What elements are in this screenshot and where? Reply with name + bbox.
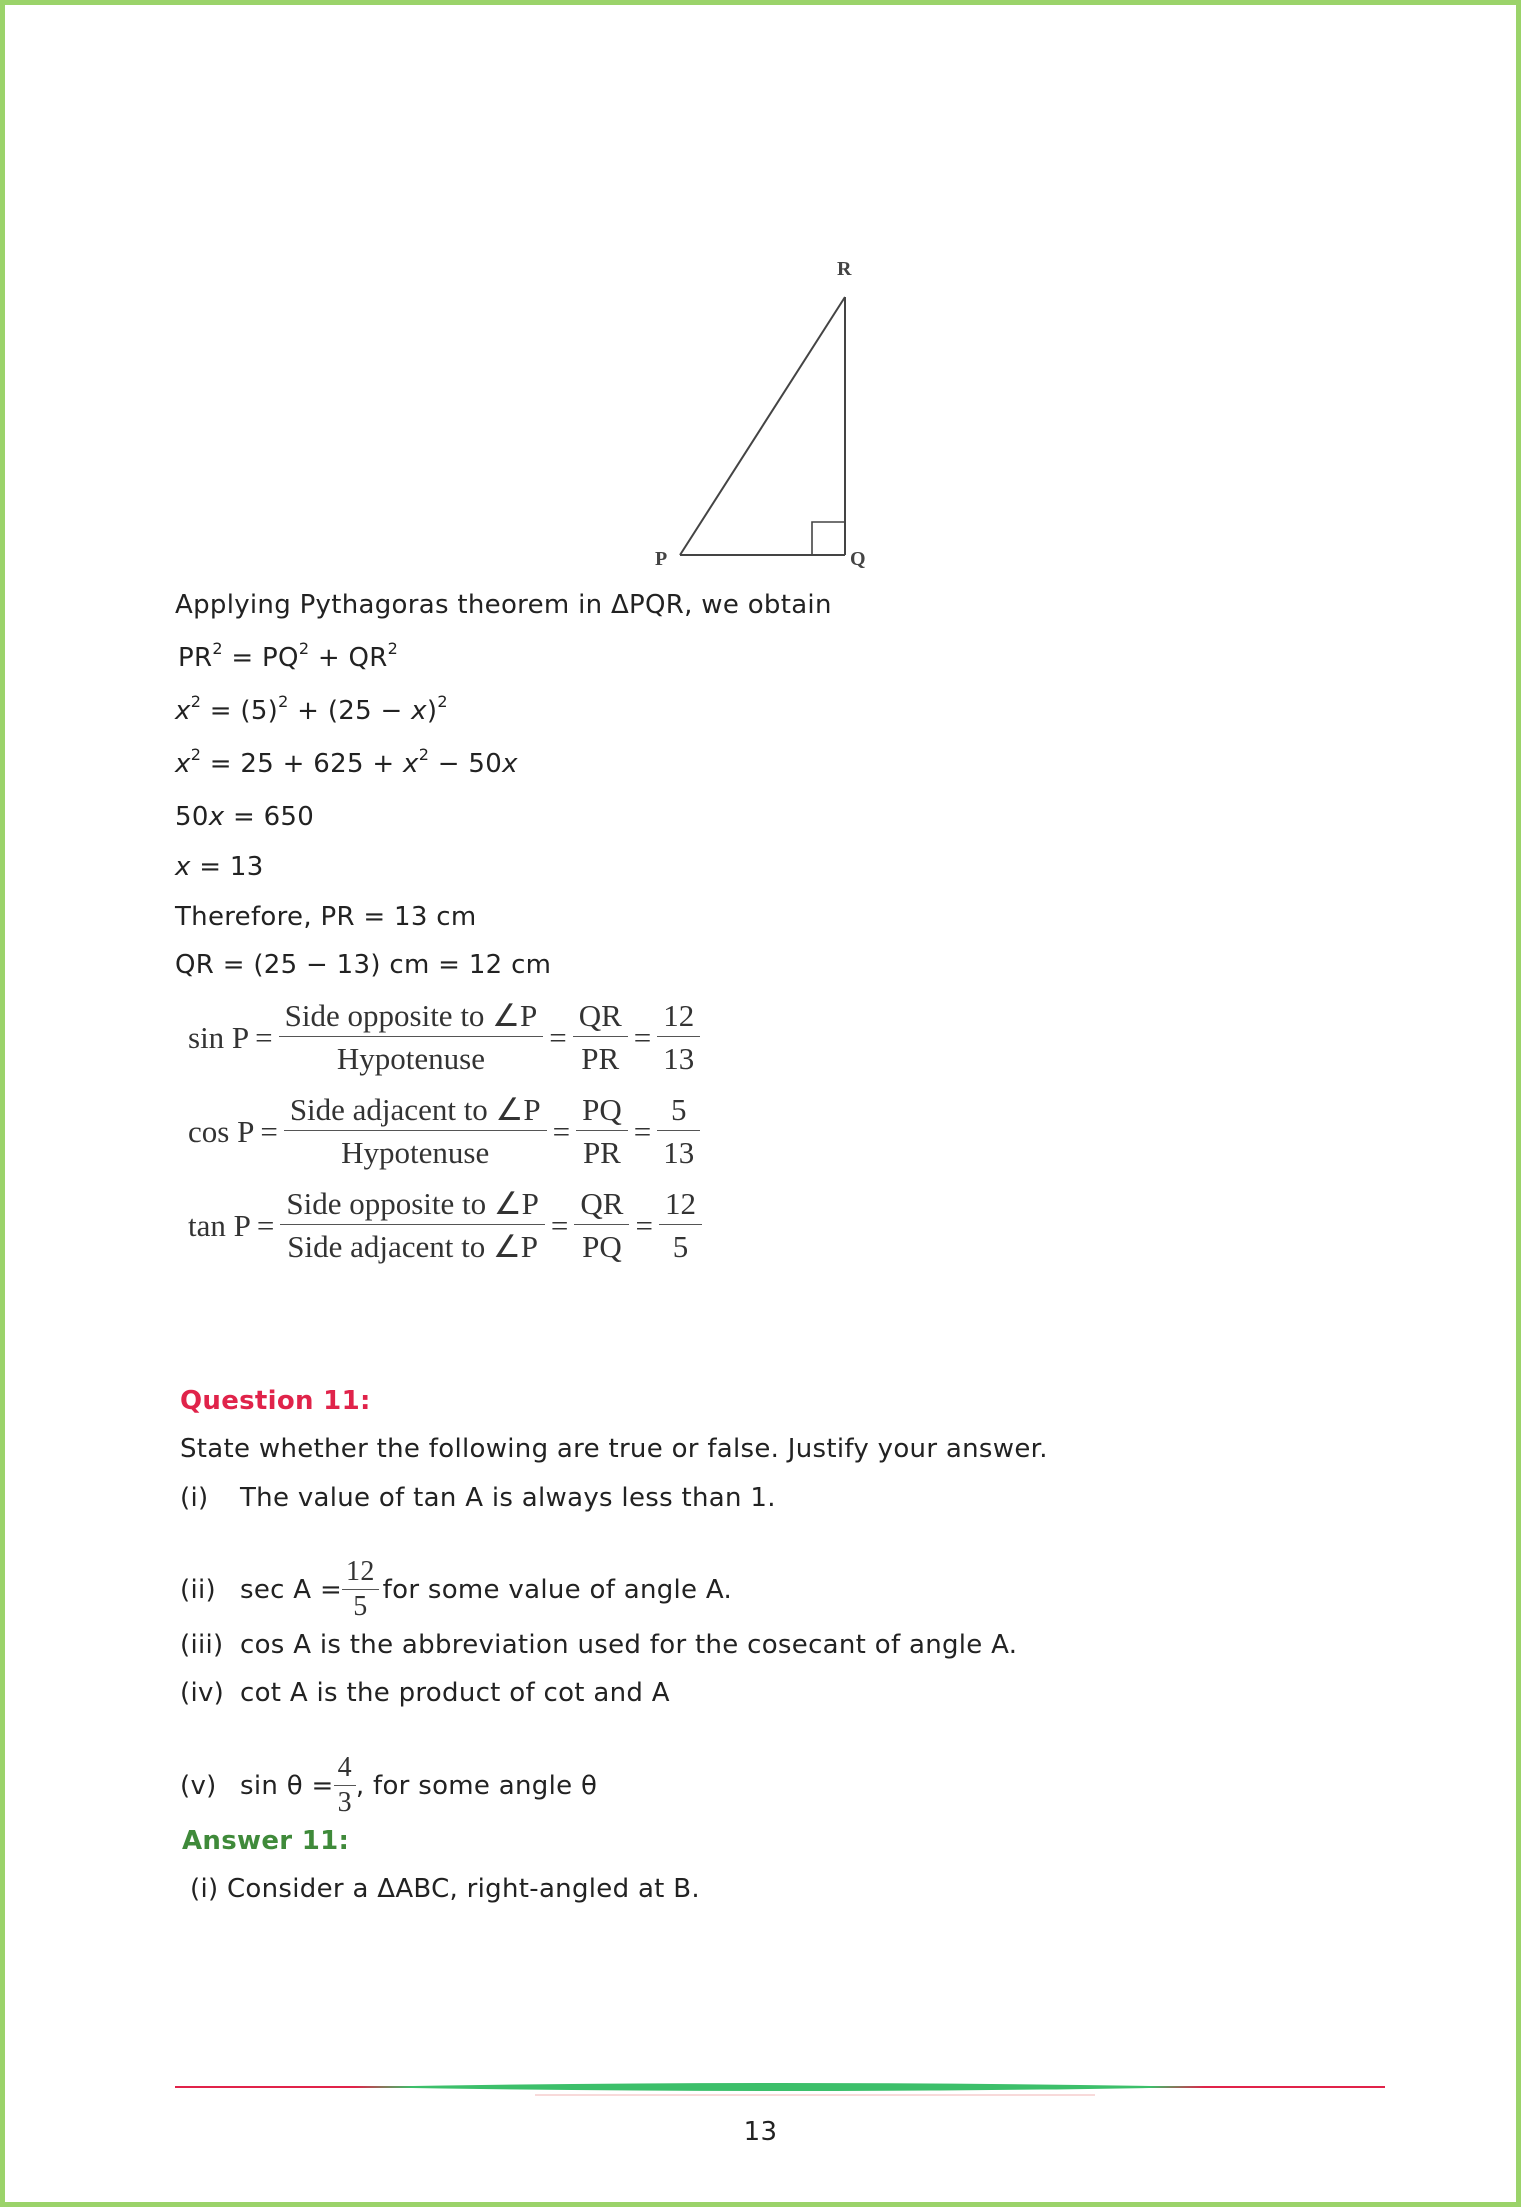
page-number: 13: [743, 2117, 778, 2147]
question-prompt: State whether the following are true or false. Justify your answer.: [180, 1434, 1048, 1464]
equation-pythagoras: $PR^2 = PQ^2 + QR^2$: [178, 639, 399, 673]
answer-line-1: (i) Consider a ΔABC, right-angled at B.: [190, 1874, 700, 1904]
footer-divider: [175, 2081, 1385, 2101]
vertex-label-p: P: [655, 548, 668, 570]
equation-substitution: $x^2 = (5)^2 + (25 - x)^2$: [175, 692, 448, 726]
fraction-12-5: $\frac{12}{5}$: [342, 1558, 379, 1621]
question-heading: Question 11:: [180, 1386, 371, 1416]
trig-tan-p: tan P = $\frac{\text{Side opposite to ∠P}}{\text{Side adjacent to ∠P}}$ = $\frac{QR}{PQ}$ = $\frac{12}{5}$: [188, 1186, 702, 1265]
item-number: (iii): [180, 1630, 224, 1660]
question-item-ii: (ii) sec A = $\frac{12}{5}$ for some value of angle A.: [180, 1556, 733, 1622]
vertex-label-r: R: [837, 258, 852, 280]
equation-expansion: $x^2 = 25 + 625 + x^2 - 50x$: [175, 745, 518, 779]
question-item-iii: (iii) cos A is the abbreviation used for the cosecant of angle A.: [180, 1630, 1018, 1660]
question-item-i: (i) The value of tan A is always less than 1.: [180, 1483, 776, 1513]
item-number: (i): [180, 1483, 209, 1513]
side-pr: [680, 297, 845, 555]
answer-heading: Answer 11:: [182, 1826, 350, 1856]
item-number: (iv): [180, 1678, 225, 1708]
item-number: (ii): [180, 1574, 216, 1605]
solution-intro: Applying Pythagoras theorem in ΔPQR, we obtain: [175, 590, 832, 620]
vertex-label-q: Q: [850, 548, 866, 570]
equation-simplified: 50x = 650: [175, 802, 315, 832]
right-angle-mark: [812, 522, 845, 555]
result-qr: QR = (25 − 13) cm = 12 cm: [175, 950, 552, 980]
equation-x-value: x = 13: [175, 852, 264, 882]
result-pr: Therefore, PR = 13 cm: [175, 902, 477, 932]
question-item-iv: (iv) cot A is the product of cot and A: [180, 1678, 670, 1708]
triangle-pqr-diagram: [645, 255, 885, 575]
trig-sin-p: sin P = $\frac{\text{Side opposite to ∠P}}{\text{Hypotenuse}}$ = $\frac{QR}{PR}$ = $\frac{12}{13}$: [188, 998, 700, 1077]
fraction-4-3: $\frac{4}{3}$: [334, 1754, 356, 1817]
item-number: (v): [180, 1770, 217, 1801]
trig-cos-p: cos P = $\frac{\text{Side adjacent to ∠P}}{\text{Hypotenuse}}$ = $\frac{PQ}{PR}$ = $\frac{5}{13}$: [188, 1092, 700, 1171]
question-item-v: (v) sin θ = $\frac{4}{3}$ , for some angle θ: [180, 1752, 598, 1818]
